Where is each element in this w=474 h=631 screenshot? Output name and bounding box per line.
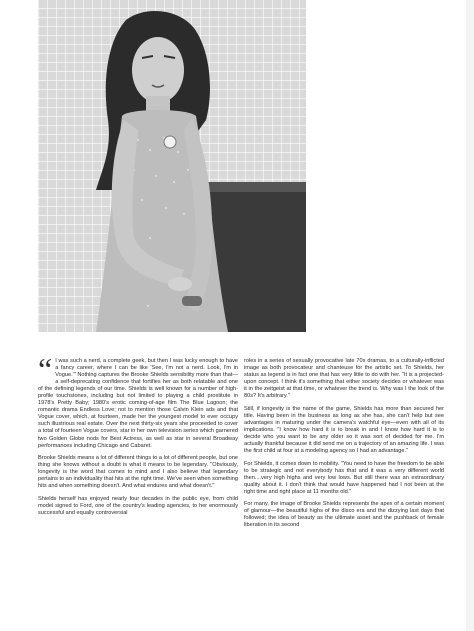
- article-column-right: [244, 358, 444, 535]
- article-column-left: [38, 351, 238, 522]
- portrait-figure: [38, 0, 306, 332]
- pull-quote-mark: “: [38, 351, 53, 387]
- article-paragraph: Shields herself has enjoyed nearly four decades in the public eye, from child model signed to Ford, one of the country's leading agencies, to her enormously successful and equally controversial: [38, 495, 238, 516]
- page-edge: [466, 0, 474, 631]
- portrait-photo: [38, 0, 306, 332]
- article-paragraph: For many, the image of Brooke Shields represents the apex of a certain moment of glamour—the beautiful highs of the disco era and the dizzying last days that followed; the idea of beauty as the ultimate asset and the pushback of female liberation in its second: [244, 501, 444, 529]
- paragraph-text: I was such a nerd, a complete geek, but then I was lucky enough to have a fancy career, where I can be like 'See, I'm not a nerd. Look, I'm in Vogue.'" Nothing captures the Brooke Shields sensibility more than that—a self-deprecating confidence that fortifies her as both relatable and one of the defining legends of our time. Shields is well known for a number of high-profile touchstones, including but not limited to playing a child prostitute in 1978's Pretty Baby; 1980's erotic coming-of-age film The Blue Lagoon; the romantic drama Endless Love; not to mention those Calvin Klein ads and that Vogue cover, which, at fourteen, made her the youngest model to ever occupy such illustrious real estate. Over the next thirty-six years she proceeded to cover a total of fourteen Vogue covers, star in her own television series which garnered two Golden Globe nods for Best Actress, as well as star in several Broadway performances including Chicago and Cabaret.: [38, 358, 238, 449]
- article-paragraph: For Shields, it comes down to mobility. "You need to have the freedom to be able to be strategic and not everybody has that and it was a very different world then....very high highs and very low lows. But still there was an extraordinary quality about it. I don't think that would have happened had I not been at the right time and right place at 11 months old.": [244, 460, 444, 495]
- article-paragraph: Still, if longevity is the name of the game, Shields has more than secured her title. Having been in the business as long as she has, she can't help but see advantages in maturing under the camera's watchful eye—even with all of its implications. "I know how hard it is to break in and I know how hard it is to decide who you want to be any older so it was sort of decided for me. I'm actually thankful because it did send me on a trajectory of an amazing life. I was the first child at four at a modeling agency so I had an advantage.": [244, 405, 444, 455]
- article-paragraph: [38, 351, 238, 450]
- article-paragraph: roles in a series of sexually provocative late 70s dramas, to a culturally-inflicted image as both provocateur and chanteuse for the artistic set. To Shields, her status as legend is in fact one that has very little to do with her. "It is a projected-upon concept. I think it's something that either society decides or whatever was it in the zeitgeist at that time, or whatever the trend is. Why was I the look of the 80s? It's arbitrary.": [244, 358, 444, 400]
- article-paragraph: Brooke Shields means a lot of different things to a lot of different people, but one thing she knows without a doubt is what it means to be legendary. "Obviously, longevity is the word that comes to mind and I also believe that legendary pertains to an individuality that hits at the right time. We've seen when something hits and when something doesn't. And what endures and what doesn't.": [38, 455, 238, 490]
